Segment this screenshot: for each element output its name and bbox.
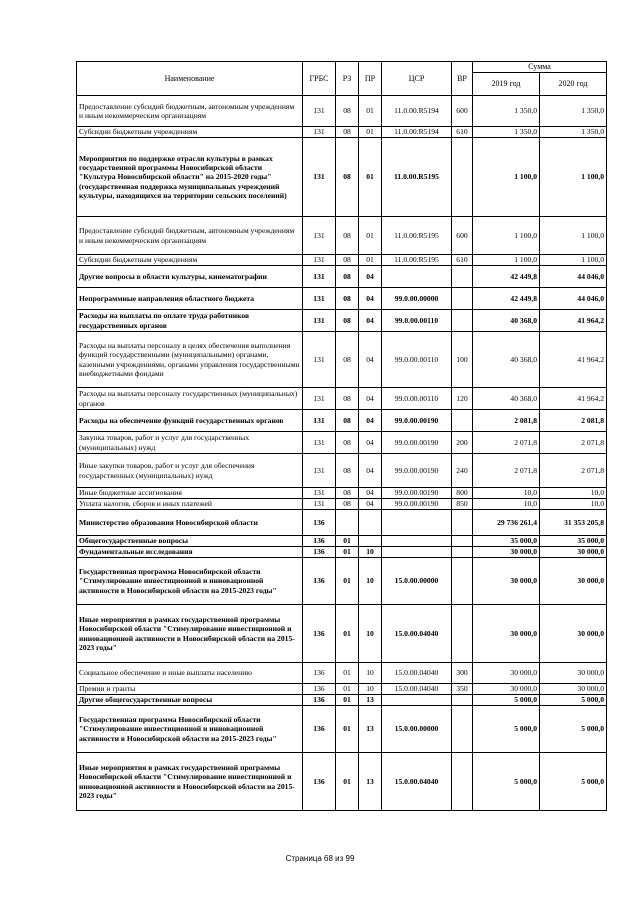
- cell-s2019: 40 368,0: [473, 310, 540, 332]
- cell-rz: 01: [336, 706, 359, 753]
- cell-s2020: 30 000,0: [540, 684, 607, 695]
- cell-rz: 01: [336, 536, 359, 547]
- cell-name: Расходы на обеспечение функций государственных органов: [77, 410, 303, 432]
- cell-rz: 08: [336, 454, 359, 488]
- cell-pr: 13: [359, 706, 382, 753]
- cell-vr: [452, 558, 473, 605]
- cell-s2020: 10,0: [540, 488, 607, 499]
- table-row: [77, 432, 607, 454]
- table-row: [77, 266, 607, 288]
- cell-name: Иные бюджетные ассигнования: [77, 488, 303, 499]
- cell-vr: 800: [452, 488, 473, 499]
- cell-s2019: 10,0: [473, 488, 540, 499]
- cell-s2020: 1 100,0: [540, 217, 607, 255]
- cell-pr: [359, 510, 382, 536]
- cell-grbs: 131: [303, 432, 336, 454]
- cell-grbs: 136: [303, 510, 336, 536]
- cell-vr: 850: [452, 499, 473, 510]
- cell-pr: 10: [359, 684, 382, 695]
- cell-vr: 610: [452, 127, 473, 138]
- cell-csr: [382, 695, 452, 706]
- table-row: [77, 410, 607, 432]
- cell-name: Субсидии бюджетным учреждениям: [77, 255, 303, 266]
- cell-vr: [452, 288, 473, 310]
- cell-s2020: 1 100,0: [540, 138, 607, 217]
- cell-pr: 04: [359, 432, 382, 454]
- header-csr: ЦСР: [382, 62, 452, 96]
- cell-s2020: 44 046,0: [540, 288, 607, 310]
- cell-s2019: 2 071,8: [473, 454, 540, 488]
- cell-vr: 200: [452, 432, 473, 454]
- table-row: [77, 499, 607, 510]
- cell-s2019: 40 368,0: [473, 388, 540, 410]
- cell-s2020: 41 964,2: [540, 310, 607, 332]
- table-row: [77, 138, 607, 217]
- table-row: [77, 488, 607, 499]
- cell-grbs: 136: [303, 663, 336, 684]
- cell-s2019: 1 350,0: [473, 96, 540, 127]
- cell-grbs: 131: [303, 255, 336, 266]
- cell-vr: 240: [452, 454, 473, 488]
- cell-name: Расходы на выплаты по оплате труда работников государственных органов: [77, 310, 303, 332]
- cell-rz: 08: [336, 288, 359, 310]
- cell-s2019: 30 000,0: [473, 547, 540, 558]
- cell-vr: [452, 310, 473, 332]
- header-vr: ВР: [452, 62, 473, 96]
- cell-s2019: 5 000,0: [473, 695, 540, 706]
- cell-rz: 01: [336, 605, 359, 663]
- cell-s2020: 2 071,8: [540, 432, 607, 454]
- cell-csr: 99.0.00.00000: [382, 288, 452, 310]
- cell-csr: 15.0.00.04040: [382, 753, 452, 811]
- cell-rz: 08: [336, 332, 359, 388]
- cell-rz: 01: [336, 663, 359, 684]
- cell-vr: [452, 547, 473, 558]
- cell-s2019: 10,0: [473, 499, 540, 510]
- cell-pr: 10: [359, 547, 382, 558]
- cell-s2020: 5 000,0: [540, 753, 607, 811]
- cell-vr: 600: [452, 96, 473, 127]
- cell-vr: [452, 753, 473, 811]
- table-row: [77, 536, 607, 547]
- table-row: [77, 684, 607, 695]
- cell-rz: [336, 510, 359, 536]
- cell-csr: [382, 266, 452, 288]
- cell-grbs: 131: [303, 96, 336, 127]
- cell-vr: 350: [452, 684, 473, 695]
- cell-pr: 13: [359, 695, 382, 706]
- cell-csr: 99.0.00.00110: [382, 332, 452, 388]
- cell-csr: 15.0.00.04040: [382, 605, 452, 663]
- cell-pr: 01: [359, 127, 382, 138]
- table-row: [77, 558, 607, 605]
- cell-s2019: 30 000,0: [473, 663, 540, 684]
- table-row: [77, 706, 607, 753]
- cell-grbs: 131: [303, 388, 336, 410]
- table-row: [77, 332, 607, 388]
- cell-csr: 15.0.00.04040: [382, 663, 452, 684]
- cell-s2020: 1 350,0: [540, 127, 607, 138]
- cell-vr: 100: [452, 332, 473, 388]
- cell-s2019: 40 368,0: [473, 332, 540, 388]
- table-row: [77, 388, 607, 410]
- cell-vr: 300: [452, 663, 473, 684]
- cell-pr: 10: [359, 663, 382, 684]
- cell-name: Государственная программа Новосибирской области "Стимулирование инвестиционной и инновационной активности в Новосибирской области на 2015-2023 годы": [77, 706, 303, 753]
- cell-vr: [452, 510, 473, 536]
- cell-rz: 08: [336, 488, 359, 499]
- cell-pr: 04: [359, 288, 382, 310]
- cell-s2019: 1 100,0: [473, 217, 540, 255]
- cell-s2019: 30 000,0: [473, 684, 540, 695]
- cell-s2020: 2 081,8: [540, 410, 607, 432]
- table-row: [77, 96, 607, 127]
- table-row: [77, 288, 607, 310]
- cell-rz: 08: [336, 127, 359, 138]
- cell-grbs: 131: [303, 288, 336, 310]
- cell-csr: 99.0.00.00190: [382, 432, 452, 454]
- cell-csr: 11.0.00.R5195: [382, 138, 452, 217]
- cell-pr: 10: [359, 605, 382, 663]
- cell-csr: 99.0.00.00190: [382, 454, 452, 488]
- cell-grbs: 131: [303, 499, 336, 510]
- cell-s2020: 10,0: [540, 499, 607, 510]
- cell-s2020: 30 000,0: [540, 605, 607, 663]
- budget-table: [76, 61, 607, 811]
- cell-csr: 99.0.00.00190: [382, 410, 452, 432]
- cell-csr: 99.0.00.00190: [382, 488, 452, 499]
- cell-rz: 08: [336, 432, 359, 454]
- cell-s2019: 2 071,8: [473, 432, 540, 454]
- cell-rz: 08: [336, 499, 359, 510]
- cell-csr: [382, 536, 452, 547]
- cell-s2020: 1 350,0: [540, 96, 607, 127]
- cell-s2020: 31 353 205,8: [540, 510, 607, 536]
- cell-pr: 04: [359, 499, 382, 510]
- cell-name: Премии и гранты: [77, 684, 303, 695]
- cell-rz: 08: [336, 138, 359, 217]
- cell-csr: 15.0.00.00000: [382, 706, 452, 753]
- cell-name: Другие общегосударственные вопросы: [77, 695, 303, 706]
- cell-name: Мероприятия по поддержке отрасли культуры в рамках государственной программы Новосибирской области "Культура Новосибирской области" на 2015-2020 годы" (государственная поддержка муниципальных учреждений культуры, находящихся на территории сельских поселений): [77, 138, 303, 217]
- cell-s2019: 30 000,0: [473, 558, 540, 605]
- cell-grbs: 131: [303, 127, 336, 138]
- page-footer: Страница 68 из 99: [285, 854, 355, 863]
- cell-name: Иные закупки товаров, работ и услуг для обеспечения государственных (муниципальных) нужд: [77, 454, 303, 488]
- cell-pr: 04: [359, 410, 382, 432]
- cell-rz: 08: [336, 388, 359, 410]
- cell-rz: 01: [336, 684, 359, 695]
- cell-name: Расходы на выплаты персоналу государственных (муниципальных) органов: [77, 388, 303, 410]
- cell-csr: 11.0.00.R5195: [382, 255, 452, 266]
- cell-csr: [382, 547, 452, 558]
- cell-s2019: 5 000,0: [473, 753, 540, 811]
- cell-grbs: 131: [303, 217, 336, 255]
- cell-pr: 04: [359, 488, 382, 499]
- cell-name: Непрограммные направления областного бюджета: [77, 288, 303, 310]
- budget-sheet: [76, 61, 606, 811]
- cell-name: Иные мероприятия в рамках государственной программы Новосибирской области "Стимулирование инвестиционной и инновационной активности в Новосибирской области на 2015-2023 годы": [77, 753, 303, 811]
- cell-s2019: 1 350,0: [473, 127, 540, 138]
- cell-pr: 04: [359, 388, 382, 410]
- cell-s2020: 35 000,0: [540, 536, 607, 547]
- cell-grbs: 136: [303, 753, 336, 811]
- cell-vr: [452, 266, 473, 288]
- cell-name: Субсидии бюджетным учреждениям: [77, 127, 303, 138]
- cell-name: Фундаментальные исследования: [77, 547, 303, 558]
- cell-rz: 08: [336, 410, 359, 432]
- cell-pr: 04: [359, 454, 382, 488]
- cell-s2019: 42 449,8: [473, 288, 540, 310]
- cell-vr: 120: [452, 388, 473, 410]
- cell-s2020: 41 964,2: [540, 332, 607, 388]
- cell-rz: 01: [336, 558, 359, 605]
- cell-s2020: 2 071,8: [540, 454, 607, 488]
- cell-vr: [452, 410, 473, 432]
- cell-s2019: 30 000,0: [473, 605, 540, 663]
- cell-pr: 01: [359, 217, 382, 255]
- cell-grbs: 131: [303, 310, 336, 332]
- table-row: [77, 547, 607, 558]
- cell-grbs: 131: [303, 332, 336, 388]
- table-row: [77, 510, 607, 536]
- header-grbs: ГРБС: [303, 62, 336, 96]
- cell-pr: 10: [359, 558, 382, 605]
- table-row: [77, 605, 607, 663]
- cell-csr: 11.0.00.R5194: [382, 96, 452, 127]
- cell-s2019: 2 081,8: [473, 410, 540, 432]
- table-row: [77, 454, 607, 488]
- cell-rz: 01: [336, 695, 359, 706]
- cell-grbs: 136: [303, 558, 336, 605]
- cell-name: Государственная программа Новосибирской области "Стимулирование инвестиционной и инновационной активности в Новосибирской области на 2015-2023 годы": [77, 558, 303, 605]
- cell-pr: 13: [359, 753, 382, 811]
- cell-vr: 610: [452, 255, 473, 266]
- cell-pr: 01: [359, 255, 382, 266]
- cell-rz: 08: [336, 266, 359, 288]
- cell-rz: 01: [336, 753, 359, 811]
- cell-pr: 01: [359, 96, 382, 127]
- cell-rz: 01: [336, 547, 359, 558]
- cell-s2020: 1 100,0: [540, 255, 607, 266]
- cell-grbs: 131: [303, 454, 336, 488]
- cell-name: Министерство образования Новосибирской области: [77, 510, 303, 536]
- cell-s2020: 30 000,0: [540, 663, 607, 684]
- cell-grbs: 131: [303, 266, 336, 288]
- cell-pr: [359, 536, 382, 547]
- cell-vr: [452, 695, 473, 706]
- cell-csr: 11.0.00.R5195: [382, 217, 452, 255]
- cell-name: Общегосударственные вопросы: [77, 536, 303, 547]
- cell-pr: 01: [359, 138, 382, 217]
- cell-csr: [382, 510, 452, 536]
- cell-vr: [452, 706, 473, 753]
- cell-csr: 15.0.00.04040: [382, 684, 452, 695]
- cell-s2020: 30 000,0: [540, 547, 607, 558]
- cell-csr: 99.0.00.00190: [382, 499, 452, 510]
- header-sum: Сумма: [473, 62, 607, 73]
- header-pr: ПР: [359, 62, 382, 96]
- cell-vr: 600: [452, 217, 473, 255]
- cell-pr: 04: [359, 332, 382, 388]
- cell-vr: [452, 536, 473, 547]
- cell-pr: 04: [359, 266, 382, 288]
- cell-csr: 99.0.00.00110: [382, 388, 452, 410]
- cell-vr: [452, 138, 473, 217]
- table-row: [77, 255, 607, 266]
- cell-grbs: 136: [303, 547, 336, 558]
- cell-s2020: 41 964,2: [540, 388, 607, 410]
- table-header: [77, 62, 607, 96]
- cell-s2020: 44 046,0: [540, 266, 607, 288]
- cell-s2019: 35 000,0: [473, 536, 540, 547]
- cell-name: Предоставление субсидий бюджетным, автономным учреждениям и иным некоммерческим организациям: [77, 96, 303, 127]
- cell-name: Иные мероприятия в рамках государственной программы Новосибирской области "Стимулирование инвестиционной и инновационной активности в Новосибирской области на 2015-2023 годы": [77, 605, 303, 663]
- header-rz: РЗ: [336, 62, 359, 96]
- cell-s2020: 5 000,0: [540, 706, 607, 753]
- cell-pr: 04: [359, 310, 382, 332]
- header-year-2019: 2019 год: [473, 73, 540, 96]
- table-row: [77, 127, 607, 138]
- cell-csr: 99.0.00.00110: [382, 310, 452, 332]
- table-row: [77, 695, 607, 706]
- cell-grbs: 136: [303, 605, 336, 663]
- table-row: [77, 310, 607, 332]
- cell-rz: 08: [336, 217, 359, 255]
- cell-name: Расходы на выплаты персоналу в целях обеспечения выполнения функций государственными (муниципальными) органами, казенными учреждениями, органами управления государственными внебюджетными фондами: [77, 332, 303, 388]
- cell-csr: 15.0.00.00000: [382, 558, 452, 605]
- table-row: [77, 663, 607, 684]
- cell-csr: 11.0.00.R5194: [382, 127, 452, 138]
- cell-name: Другие вопросы в области культуры, кинематографии: [77, 266, 303, 288]
- cell-s2019: 1 100,0: [473, 138, 540, 217]
- cell-name: Предоставление субсидий бюджетным, автономным учреждениям и иным некоммерческим организациям: [77, 217, 303, 255]
- cell-grbs: 136: [303, 536, 336, 547]
- cell-grbs: 131: [303, 138, 336, 217]
- cell-name: Социальное обеспечение и иные выплаты населению: [77, 663, 303, 684]
- table-body: [77, 96, 607, 811]
- cell-s2020: 30 000,0: [540, 558, 607, 605]
- cell-vr: [452, 605, 473, 663]
- cell-s2020: 5 000,0: [540, 695, 607, 706]
- cell-grbs: 131: [303, 488, 336, 499]
- cell-s2019: 29 736 261,4: [473, 510, 540, 536]
- cell-grbs: 136: [303, 706, 336, 753]
- header-year-2020: 2020 год: [540, 73, 607, 96]
- cell-s2019: 42 449,8: [473, 266, 540, 288]
- cell-rz: 08: [336, 310, 359, 332]
- cell-name: Закупка товаров, работ и услуг для государственных (муниципальных) нужд: [77, 432, 303, 454]
- cell-rz: 08: [336, 255, 359, 266]
- cell-s2019: 5 000,0: [473, 706, 540, 753]
- cell-s2019: 1 100,0: [473, 255, 540, 266]
- cell-grbs: 131: [303, 410, 336, 432]
- table-row: [77, 217, 607, 255]
- table-row: [77, 753, 607, 811]
- cell-grbs: 136: [303, 684, 336, 695]
- cell-rz: 08: [336, 96, 359, 127]
- header-name: Наименование: [77, 62, 303, 96]
- cell-name: Уплата налогов, сборов и иных платежей: [77, 499, 303, 510]
- cell-grbs: 136: [303, 695, 336, 706]
